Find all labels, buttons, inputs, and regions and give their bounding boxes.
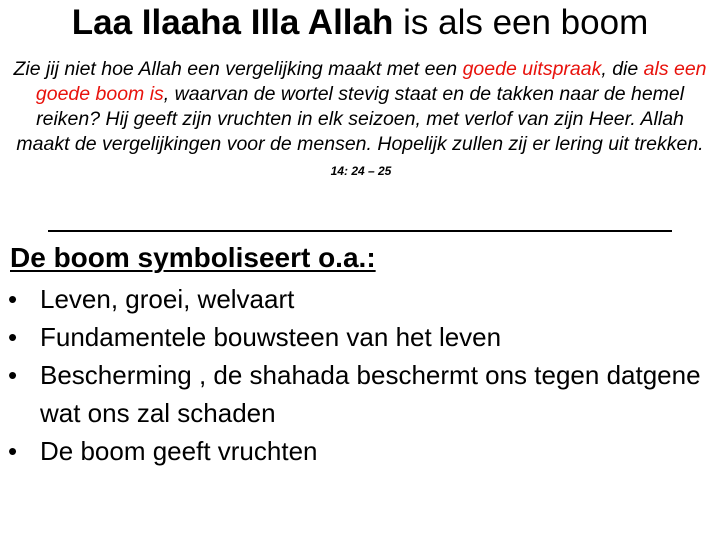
list-item (8, 280, 708, 318)
quote-text-2: , die (601, 58, 644, 80)
list-item (8, 356, 708, 432)
title-bold-part: Laa Ilaaha Illa Allah (71, 3, 394, 42)
bullet-icon: • (8, 436, 18, 466)
bullet-text: Fundamentele bouwsteen van het leven (40, 322, 502, 352)
quote-reference: 14: 24 – 25 (330, 164, 392, 178)
quote-text-1: Zie jij niet hoe Allah een vergelijking maakt met een (13, 58, 463, 80)
bullet-list (8, 280, 708, 470)
slide-title (0, 2, 720, 44)
quote-highlight-2: als een goede boom is (35, 58, 707, 105)
bullet-text: Bescherming , de shahada beschermt ons tegen datgene wat ons zal schaden (40, 360, 701, 428)
bullet-text: Leven, groei, welvaart (40, 284, 295, 314)
divider-line (48, 230, 672, 232)
section-heading: De boom symboliseert o.a.: (10, 242, 376, 273)
quote-highlight-1: goede uitspraak (462, 58, 602, 80)
bullet-icon: • (8, 322, 18, 352)
title-rest: is als een boom (393, 3, 649, 42)
bullet-text: De boom geeft vruchten (40, 436, 318, 466)
bullet-icon: • (8, 360, 18, 390)
bullet-icon: • (8, 284, 18, 314)
list-item (8, 432, 708, 470)
quran-quote (8, 57, 712, 184)
list-item (8, 318, 708, 356)
quote-text-3: , waarvan de wortel stevig staat en de takken naar de hemel reiken? Hij geeft zijn vruchten in elk seizoen, met verlof van zijn Heer. Allah maakt de vergelijkingen voor de mensen. Hopelijk zullen zij er lering uit trekken. (16, 83, 704, 155)
